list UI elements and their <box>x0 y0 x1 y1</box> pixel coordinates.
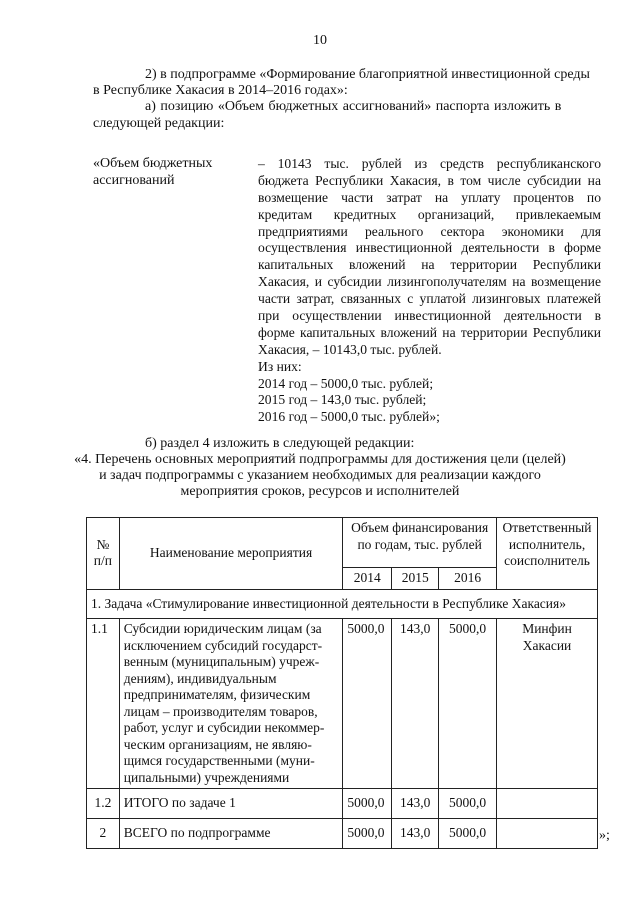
passport-text-line: Хакасия, и субсидии лизингополучателям на возмещение <box>258 274 601 290</box>
row-name-line: венным (муниципальным) учреж- <box>123 654 320 669</box>
table-row <box>87 819 598 849</box>
passport-label-line-2: ассигнований <box>93 172 175 188</box>
row-value-2016: 5000,0 <box>439 619 497 789</box>
passport-text <box>258 156 601 426</box>
table-header-row <box>87 518 598 568</box>
row-responsible <box>497 619 598 789</box>
header-resp-line-1: Ответственный <box>502 520 592 535</box>
header-responsible <box>497 518 598 590</box>
passport-text-line: – 10143 тыс. рублей из средств республиканского <box>258 156 601 171</box>
section-title-line-2: и задач подпрограммы с указанием необходимых для реализации каждого <box>99 468 541 483</box>
row-responsible <box>497 789 598 819</box>
row-num: 1.1 <box>87 619 120 789</box>
header-resp-line-3: соисполнитель <box>504 553 590 568</box>
row-num: 1.2 <box>87 789 120 819</box>
row-responsible <box>497 819 598 849</box>
row-name-line: работ, услуг и субсидии некоммер- <box>123 720 325 735</box>
row-name: ВСЕГО по подпрограмме <box>119 819 343 849</box>
task-row <box>87 589 598 619</box>
row-name-line: Субсидии юридическим лицам (за <box>123 621 322 636</box>
header-year-2016: 2016 <box>439 568 497 590</box>
header-year-2014: 2014 <box>343 568 392 590</box>
passport-tail-line: 2014 год – 5000,0 тыс. рублей; <box>258 375 434 391</box>
task-title: 1. Задача «Стимулирование инвестиционной деятельности в Республике Хакасия» <box>87 589 598 619</box>
passport-tail-line: Из них: <box>258 358 302 374</box>
passport-text-line: кредитам кредитных организаций, привлекаемым <box>258 206 601 222</box>
row-num: 2 <box>87 819 120 849</box>
row-name-line: лицам – производителям товаров, <box>123 703 318 719</box>
row-name-line: щимся государственными (муни- <box>123 753 315 768</box>
header-funding <box>343 518 497 568</box>
header-year-2015: 2015 <box>392 568 439 590</box>
row-name-line: дениям), индивидуальным <box>123 670 277 686</box>
table-row <box>87 619 598 789</box>
row-value-2014: 5000,0 <box>343 789 392 819</box>
table-closing-mark: »; <box>599 828 610 843</box>
passport-text-line: возмещение части затрат на уплату процентов по <box>258 189 601 205</box>
row-name: ИТОГО по задаче 1 <box>119 789 343 819</box>
passport-tail-line: 2016 год – 5000,0 тыс. рублей»; <box>258 409 440 425</box>
passport-text-line: при осуществлении инвестиционной деятельности в <box>258 308 601 324</box>
section-title-line-3: мероприятия сроков, ресурсов и исполнителей <box>180 484 460 499</box>
intro-line-3: а) позицию «Объем бюджетных ассигнований» паспорта изложить в <box>145 99 562 114</box>
header-resp-line-2: исполнитель, <box>508 536 586 552</box>
passport-text-line: осуществления инвестиционной деятельности в форме <box>258 240 601 256</box>
intro-line-4: следующей редакции: <box>93 116 225 131</box>
header-num-line-2: п/п <box>93 553 112 569</box>
row-name-line: ческим организациям, не являю- <box>123 736 312 752</box>
passport-text-line: форме капитальных вложений на территории Республики <box>258 324 601 340</box>
header-funding-line-1: Объем финансирования <box>351 520 489 535</box>
row-value-2015: 143,0 <box>392 619 439 789</box>
row-value-2014: 5000,0 <box>343 819 392 849</box>
row-value-2015: 143,0 <box>392 819 439 849</box>
passport-text-line: части затрат, связанных с уплатой лизинговых платежей <box>258 291 601 307</box>
page-number: 10 <box>313 33 327 48</box>
row-name <box>119 619 343 789</box>
row-resp-line-1: Минфин <box>522 621 572 636</box>
passport-text-line: капитальных вложений на территории Республики <box>258 257 601 273</box>
intro-line-1: 2) в подпрограмме «Формирование благоприятной инвестиционной среды <box>145 67 590 82</box>
header-num-line-1: № <box>96 536 110 552</box>
row-value-2014: 5000,0 <box>343 619 392 789</box>
section-b-line: б) раздел 4 изложить в следующей редакции: <box>145 436 415 451</box>
row-value-2016: 5000,0 <box>439 819 497 849</box>
row-value-2016: 5000,0 <box>439 789 497 819</box>
header-funding-line-2: по годам, тыс. рублей <box>357 536 482 552</box>
row-name-line: предпринимателям, физическим <box>123 687 311 702</box>
section-title-line-1: «4. Перечень основных мероприятий подпрограммы для достижения цели (целей) <box>74 452 566 467</box>
activities-table <box>86 517 598 849</box>
passport-text-line: Хакасия, – 10143,0 тыс. рублей. <box>258 341 442 357</box>
table-row <box>87 789 598 819</box>
intro-line-2: в Республике Хакасия в 2014–2016 годах»: <box>93 83 348 98</box>
passport-text-line: предприятиями реального сектора экономики для <box>258 223 601 239</box>
row-resp-line-2: Хакасии <box>522 637 572 653</box>
row-value-2015: 143,0 <box>392 789 439 819</box>
passport-label <box>93 156 212 190</box>
header-name: Наименование мероприятия <box>119 518 343 590</box>
passport-tail-line: 2015 год – 143,0 тыс. рублей; <box>258 392 427 408</box>
header-num <box>87 518 120 590</box>
row-name-line: ципальными) учреждениями <box>123 769 290 785</box>
passport-label-line-1: «Объем бюджетных <box>93 156 213 171</box>
row-name-line: исключением субсидий государст- <box>123 637 323 653</box>
passport-text-line: бюджета Республики Хакасия, в том числе субсидии на <box>258 172 601 188</box>
